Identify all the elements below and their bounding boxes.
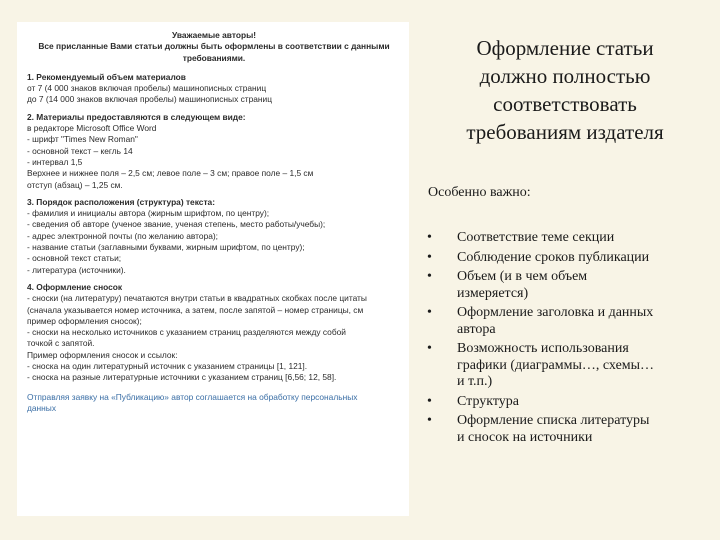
bullet-text: Структура bbox=[457, 393, 520, 409]
bullet-text: графики (диаграммы…, схемы… bbox=[457, 357, 655, 373]
doc-line: - основной текст – кегль 14 bbox=[27, 145, 133, 156]
bullet-dot: • bbox=[427, 413, 432, 428]
doc-line: - основной текст статьи; bbox=[27, 253, 122, 264]
doc-line: - шрифт "Times New Roman" bbox=[27, 134, 138, 145]
requirements-document-image bbox=[17, 22, 409, 516]
slide-title-line: требованиям издателя bbox=[466, 120, 664, 144]
bullet-item bbox=[426, 250, 716, 267]
doc-line: в редакторе Microsoft Office Word bbox=[27, 123, 157, 134]
doc-section1-heading: 1. Рекомендуемый объем материалов bbox=[27, 71, 186, 82]
slide-title-line: должно полностью bbox=[479, 64, 651, 88]
bullet-dot: • bbox=[427, 341, 432, 356]
slide-subtitle: Особенно важно: bbox=[428, 185, 531, 200]
bullet-item bbox=[426, 413, 716, 446]
slide-title-line: соответствовать bbox=[493, 92, 637, 116]
doc-line: - адрес электронной почты (по желанию автора); bbox=[27, 230, 219, 241]
bullet-list bbox=[426, 230, 716, 449]
bullet-item bbox=[426, 394, 716, 411]
bullet-item bbox=[426, 341, 716, 391]
bullet-dot: • bbox=[427, 249, 432, 265]
doc-line: точкой с запятой. bbox=[27, 338, 95, 349]
doc-section2-heading: 2. Материалы предоставляются в следующем виде: bbox=[27, 111, 246, 122]
slide-title bbox=[422, 34, 708, 146]
doc-line: - сноска на один литературный источник с указанием страницы [1, 121]. bbox=[27, 361, 308, 372]
bullet-text: Соответствие теме секции bbox=[457, 230, 615, 245]
bullet-text: и сносок на источники bbox=[457, 429, 593, 445]
bullet-dot: • bbox=[427, 305, 432, 320]
doc-line: отступ (абзац) – 1,25 см. bbox=[27, 179, 123, 190]
doc-line: - фамилия и инициалы автора (жирным шрифтом, по центру); bbox=[27, 208, 270, 219]
doc-line: (сначала указывается номер источника, а затем, после запятой – номер страницы, см bbox=[27, 304, 364, 315]
doc-line: Верхнее и нижнее поля – 2,5 см; левое поле – 3 см; правое поле – 1,5 см bbox=[27, 168, 314, 179]
bullet-item bbox=[426, 269, 716, 302]
doc-footer-line: Отправляя заявку на «Публикацию» автор соглашается на обработку персональных bbox=[27, 391, 358, 402]
slide-title-line: Оформление статьи bbox=[476, 36, 654, 60]
bullet-text: и т.п.) bbox=[457, 374, 493, 389]
doc-footer-line: данных bbox=[27, 402, 57, 413]
bullet-text: измеряется) bbox=[457, 285, 529, 301]
bullet-text: Оформление списка литературы bbox=[457, 413, 650, 428]
doc-line: Пример оформления сносок и ссылок: bbox=[27, 349, 178, 360]
bullet-dot: • bbox=[427, 230, 432, 245]
bullet-item bbox=[426, 305, 716, 338]
bullet-dot: • bbox=[427, 269, 432, 284]
doc-line: - название статьи (заглавными буквами, жирным шрифтом, по центру); bbox=[27, 242, 305, 253]
bullet-text: Возможность использования bbox=[457, 341, 629, 356]
doc-line: пример оформления сносок); bbox=[27, 315, 142, 326]
doc-line: - интервал 1,5 bbox=[27, 156, 83, 167]
bullet-text: автора bbox=[457, 321, 496, 337]
doc-line: - литература (источники). bbox=[27, 264, 126, 275]
bullet-item bbox=[426, 230, 716, 247]
bullet-dot: • bbox=[427, 393, 432, 409]
doc-intro: Все присланные Вами статьи должны быть оформлены в соответствии с данными требованиями. bbox=[38, 41, 390, 63]
doc-section3-heading: 3. Порядок расположения (структура) текста: bbox=[27, 196, 216, 207]
doc-section4-heading: 4. Оформление сносок bbox=[27, 281, 123, 292]
bullet-text: Объем (и в чем объем bbox=[457, 269, 588, 284]
doc-line: - сведения об авторе (ученое звание, ученая степень, место работы/учебы); bbox=[27, 219, 326, 230]
doc-line: - сноски на несколько источников с указанием страниц разделяются между собой bbox=[27, 327, 346, 338]
doc-line: от 7 (4 000 знаков включая пробелы) машинописных страниц bbox=[27, 83, 267, 94]
doc-greeting: Уважаемые авторы! bbox=[171, 30, 257, 40]
bullet-text: Соблюдение сроков публикации bbox=[457, 249, 650, 265]
doc-line: - сноска на разные литературные источники с указанием страниц [6,56; 12, 58]. bbox=[27, 372, 337, 383]
bullet-text: Оформление заголовка и данных bbox=[457, 305, 654, 320]
doc-line: до 7 (14 000 знаков включая пробелы) машинописных страниц bbox=[27, 94, 273, 105]
doc-line: - сноски (на литературу) печатаются внутри статьи в квадратных скобках после цитаты bbox=[27, 293, 367, 304]
